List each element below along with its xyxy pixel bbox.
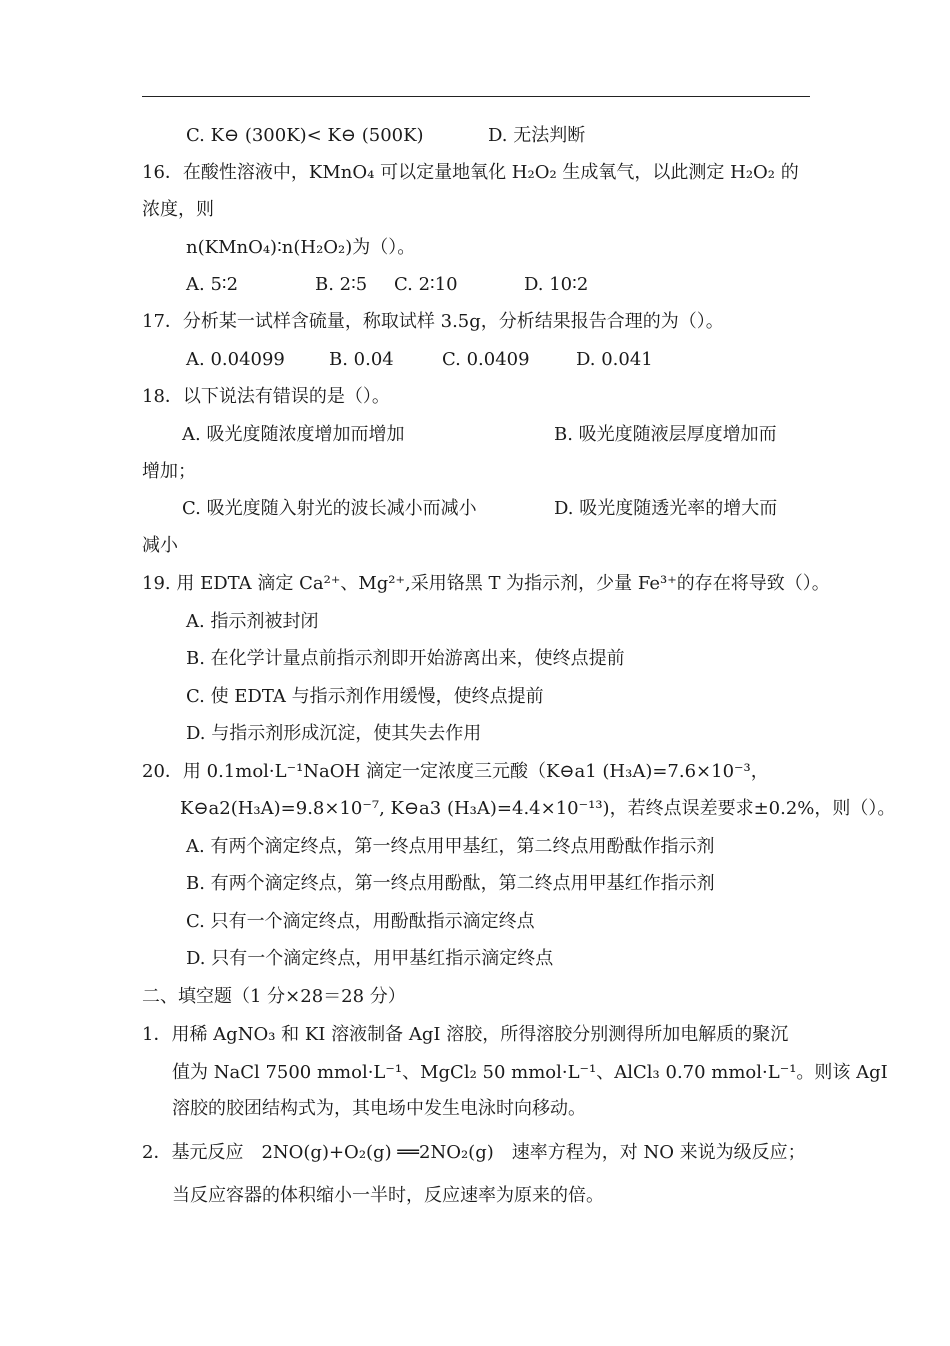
q18-option-b-line2: 增加； — [142, 461, 196, 482]
q18-stem: 18．以下说法有错误的是（）。 — [142, 386, 390, 407]
q15-option-d: D. 无法判断 — [488, 125, 586, 146]
q18-option-a: A. 吸光度随浓度增加而增加 — [182, 424, 405, 445]
q19-option-d: D. 与指示剂形成沉淀，使其失去作用 — [186, 723, 482, 744]
q16-stem-line2: 浓度，则 — [142, 199, 214, 220]
q19-option-c: C. 使 EDTA 与指示剂作用缓慢，使终点提前 — [186, 686, 544, 707]
fill1-line2: 值为 NaCl 7500 mmol·L⁻¹、MgCl₂ 50 mmol·L⁻¹、AlCl₃ 0.70 mmol·L⁻¹。则该 AgI — [172, 1062, 888, 1083]
q19-option-a: A. 指示剂被封闭 — [186, 611, 319, 632]
q17-option-a: A. 0.04099 — [186, 349, 285, 370]
q16-option-b: B. 2∶5 — [315, 274, 368, 295]
q17-option-c: C. 0.0409 — [442, 349, 530, 370]
section2-heading: 二、填空题（1 分×28＝28 分） — [142, 986, 406, 1007]
q20-option-d: D. 只有一个滴定终点，用甲基红指示滴定终点 — [186, 948, 554, 969]
q15-option-c: C. K⊖ (300K)< K⊖ (500K) — [186, 125, 424, 146]
fill1-line1: 1．用稀 AgNO₃ 和 KI 溶液制备 AgI 溶胶，所得溶胶分别测得所加电解质的聚沉 — [142, 1024, 789, 1045]
q18-option-b-line1: B. 吸光度随液层厚度增加而 — [554, 424, 777, 445]
q16-option-a: A. 5∶2 — [186, 274, 239, 295]
fill2-line1: 2．基元反应 2NO(g)+O₂(g) ══2NO₂(g) 速率方程为，对 NO 来说为级反应； — [142, 1142, 806, 1163]
fill2-line2: 当反应容器的体积缩小一半时，反应速率为原来的倍。 — [172, 1185, 604, 1206]
q19-option-b: B. 在化学计量点前指示剂即开始游离出来，使终点提前 — [186, 648, 625, 669]
q19-stem: 19. 用 EDTA 滴定 Ca²⁺、Mg²⁺,采用铬黑 T 为指示剂，少量 Fe³⁺的存在将导致（）。 — [142, 573, 830, 594]
q16-stem-line3: n(KMnO₄)∶n(H₂O₂)为（）。 — [186, 237, 416, 258]
q20-stem-line2: K⊖a2(H₃A)=9.8×10⁻⁷, K⊖a3 (H₃A)=4.4×10⁻¹³)，若终点误差要求±0.2%，则（）。 — [180, 798, 896, 819]
q18-option-c: C. 吸光度随入射光的波长减小而减小 — [182, 498, 477, 519]
q18-option-d-line2: 减小 — [142, 535, 178, 556]
q20-option-a: A. 有两个滴定终点，第一终点用甲基红，第二终点用酚酞作指示剂 — [186, 836, 715, 857]
q18-option-d-line1: D. 吸光度随透光率的增大而 — [554, 498, 778, 519]
fill1-line3: 溶胶的胶团结构式为，其电场中发生电泳时向移动。 — [172, 1098, 586, 1119]
q20-option-c: C. 只有一个滴定终点，用酚酞指示滴定终点 — [186, 911, 535, 932]
q16-option-d: D. 10∶2 — [524, 274, 589, 295]
q20-option-b: B. 有两个滴定终点，第一终点用酚酞，第二终点用甲基红作指示剂 — [186, 873, 715, 894]
q16-stem-line1: 16．在酸性溶液中，KMnO₄ 可以定量地氧化 H₂O₂ 生成氧气，以此测定 H₂O₂ 的 — [142, 162, 799, 183]
q16-option-c: C. 2∶10 — [394, 274, 458, 295]
q17-option-d: D. 0.041 — [576, 349, 653, 370]
header-rule — [142, 96, 810, 97]
q17-stem: 17．分析某一试样含硫量，称取试样 3.5g，分析结果报告合理的为（）。 — [142, 311, 724, 332]
q17-option-b: B. 0.04 — [329, 349, 394, 370]
q20-stem-line1: 20．用 0.1mol·L⁻¹NaOH 滴定一定浓度三元酸（K⊖a1 (H₃A)=7.6×10⁻³， — [142, 761, 769, 782]
